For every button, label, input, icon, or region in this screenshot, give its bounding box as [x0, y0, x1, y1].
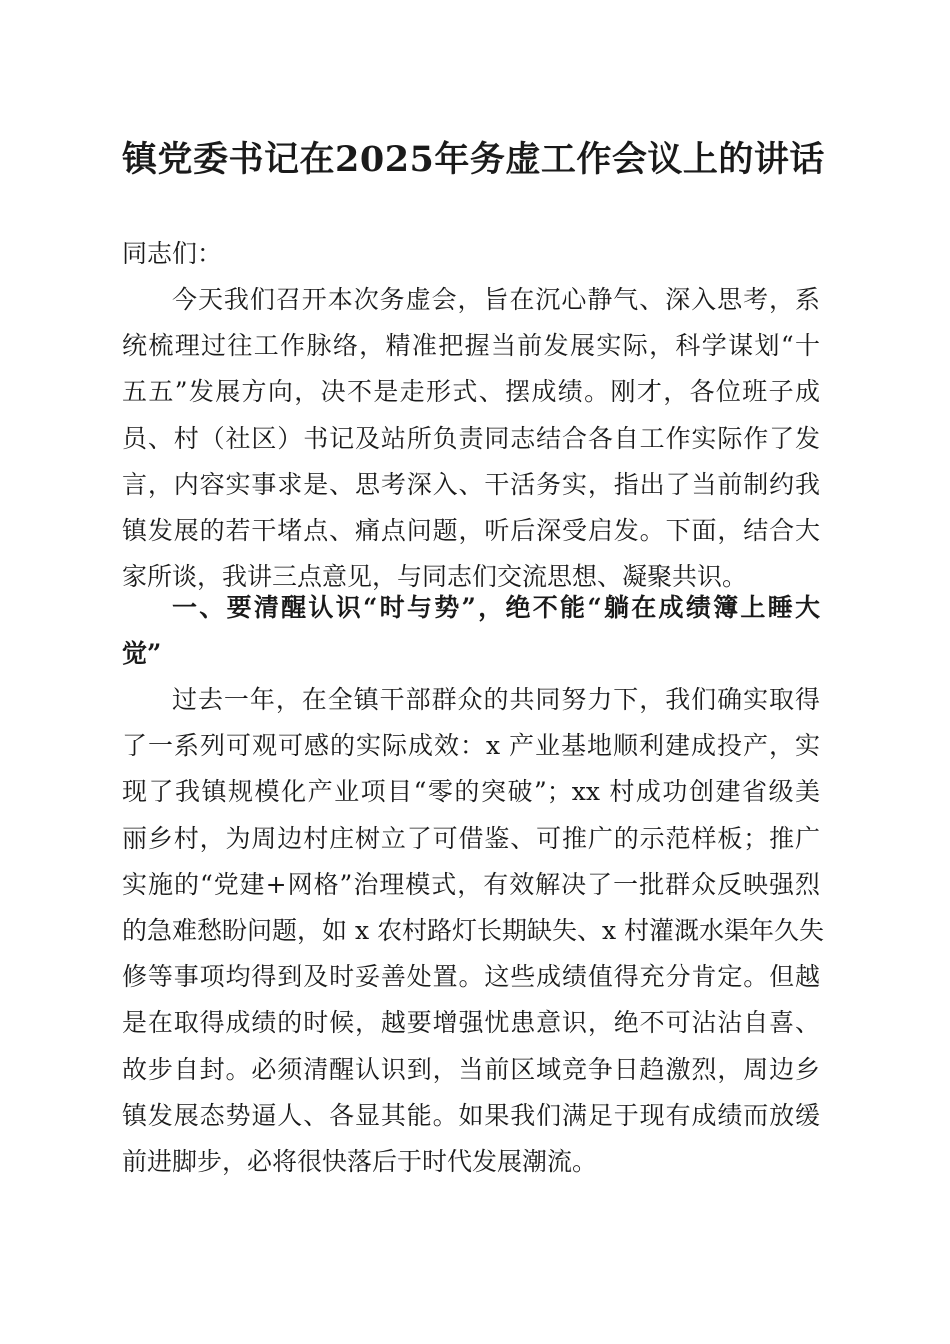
paragraph-line: 家所谈，我讲三点意见，与同志们交流思想、凝聚共识。	[122, 562, 748, 592]
paragraph-line: 修等事项均得到及时妥善处置。这些成绩值得充分肯定。但越	[122, 962, 820, 992]
document-page	[122, 0, 825, 1344]
paragraph-line: 是在取得成绩的时候，越要增强忧患意识，绝不可沾沾自喜、	[122, 1008, 820, 1038]
paragraph-line: 了一系列可观可感的实际成效：x 产业基地顺利建成投产，实	[122, 731, 820, 761]
paragraph-line: 过去一年，在全镇干部群众的共同努力下，我们确实取得	[172, 685, 820, 714]
paragraph-line: 员、村（社区）书记及站所负责同志结合各自工作实际作了发	[122, 423, 820, 453]
paragraph-line: 实施的“党建+网格”治理模式，有效解决了一批群众反映强烈	[122, 869, 820, 899]
paragraph-line: 故步自封。必须清醒认识到，当前区域竞争日趋激烈，周边乡	[122, 1054, 820, 1084]
paragraph-line: 丽乡村，为周边村庄树立了可借鉴、可推广的示范样板；推广	[122, 823, 820, 853]
section-heading-1	[122, 585, 820, 677]
paragraph-line: 五五”发展方向，决不是走形式、摆成绩。刚才，各位班子成	[122, 377, 820, 407]
heading-line: 一、要清醒认识“时与势”，绝不能“躺在成绩簿上睡大	[172, 593, 820, 622]
paragraph-line: 前进脚步，必将很快落后于时代发展潮流。	[122, 1146, 598, 1176]
section-1-paragraph	[122, 677, 825, 1185]
paragraph-line: 今天我们召开本次务虚会，旨在沉心静气、深入思考，系	[172, 285, 820, 314]
document-title: 镇党委书记在2025年务虚工作会议上的讲话	[122, 139, 825, 180]
salutation: 同志们：	[122, 239, 223, 268]
paragraph-line: 镇发展态势逼人、各显其能。如果我们满足于现有成绩而放缓	[122, 1100, 820, 1130]
paragraph-line: 统梳理过往工作脉络，精准把握当前发展实际，科学谋划“十	[122, 331, 820, 361]
heading-line: 觉”	[122, 639, 162, 669]
intro-paragraph	[122, 277, 820, 600]
paragraph-line: 的急难愁盼问题，如 x 农村路灯长期缺失、x 村灌溉水渠年久失	[122, 915, 825, 945]
paragraph-line: 言，内容实事求是、思考深入、干活务实，指出了当前制约我	[122, 469, 820, 499]
paragraph-line: 现了我镇规模化产业项目“零的突破”；xx 村成功创建省级美	[122, 777, 820, 807]
paragraph-line: 镇发展的若干堵点、痛点问题，听后深受启发。下面，结合大	[122, 515, 820, 545]
